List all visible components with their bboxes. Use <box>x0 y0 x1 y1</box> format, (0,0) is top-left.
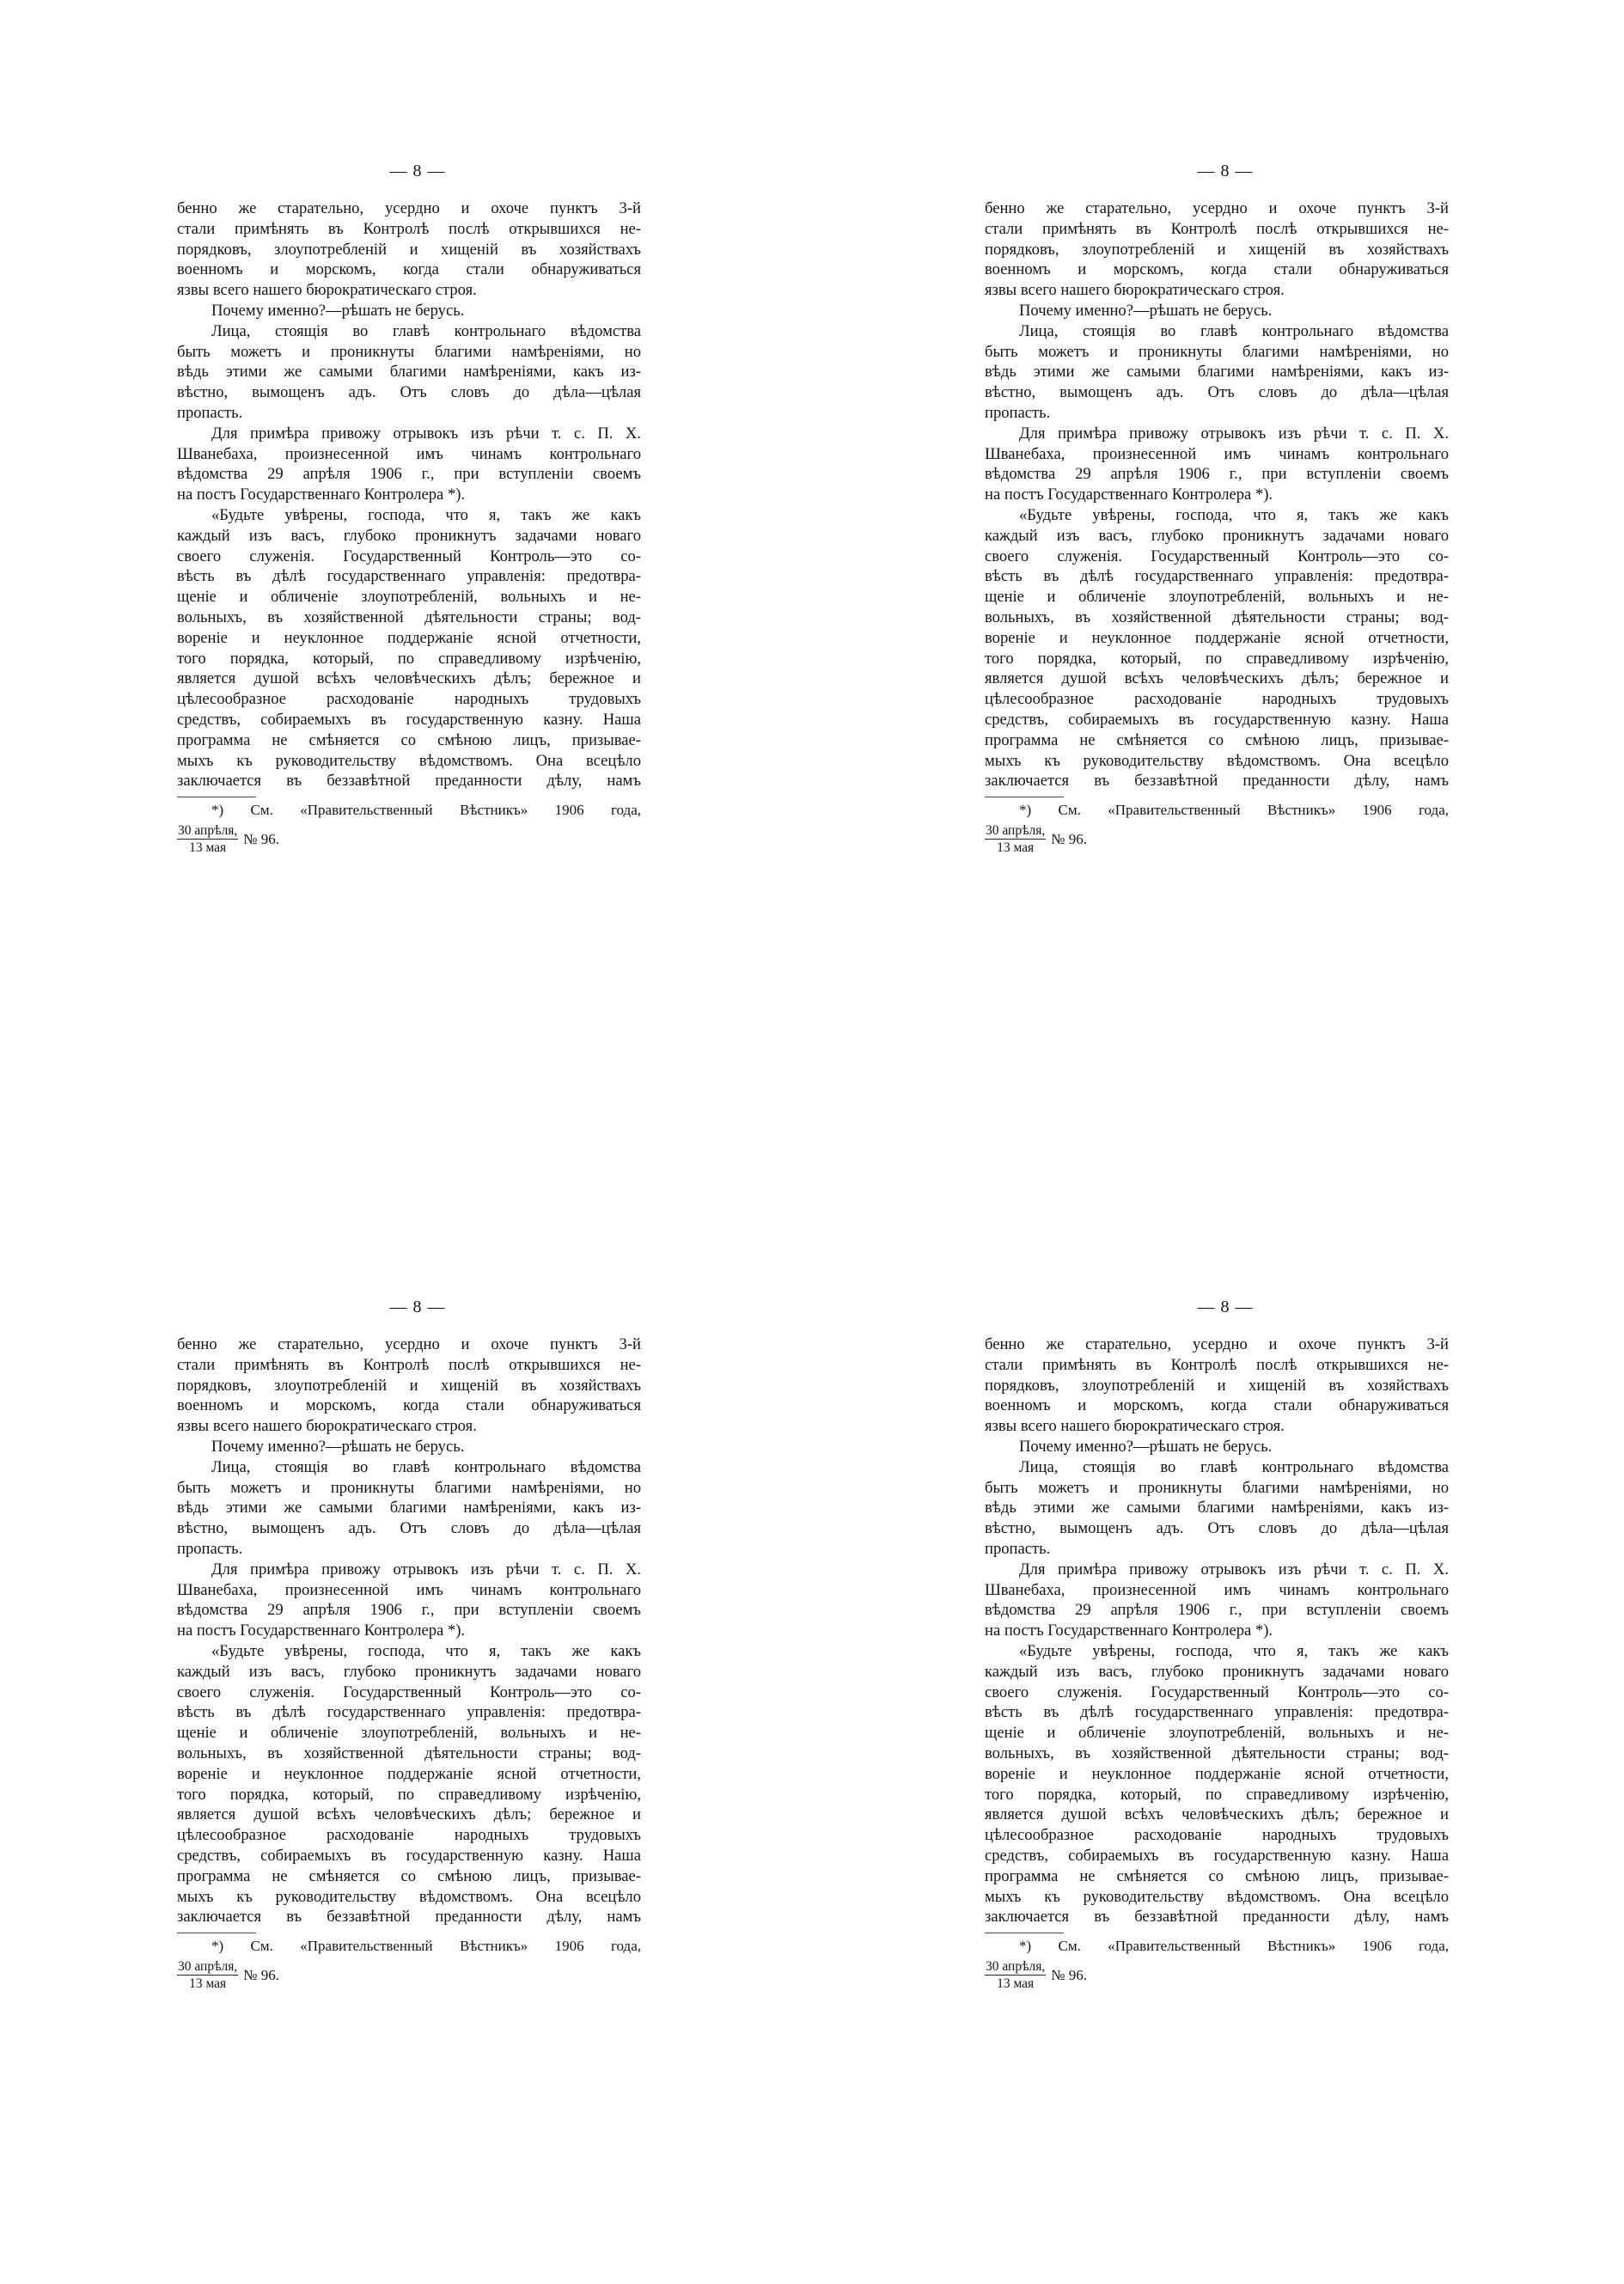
text-line: вѣстно, вымощенъ адъ. Отъ словъ до дѣла—цѣлая <box>177 1519 641 1538</box>
text-line: щеніе и обличеніе злоупотребленій, вольныхъ и не- <box>177 588 641 607</box>
footnote <box>177 801 641 858</box>
footnote <box>985 801 1449 858</box>
text-line: вѣдомства 29 апрѣля 1906 г., при вступленіи своемъ <box>985 1601 1449 1620</box>
text-line: военномъ и морскомъ, когда стали обнаруживаться <box>985 1396 1449 1415</box>
text-line: Шванебаха, произнесенной имъ чинамъ контрольнаго <box>177 444 641 463</box>
text-line: на постъ Государственнаго Контролера *). <box>985 486 1273 504</box>
text-line: каждый изъ васъ, глубоко проникнутъ задачами новаго <box>177 1662 641 1681</box>
text-line: вѣдомства 29 апрѣля 1906 г., при вступленіи своемъ <box>985 465 1449 484</box>
text-line: бенно же старательно, усердно и охоче пунктъ 3-й <box>177 199 641 217</box>
text-line: мыхъ къ руководительству вѣдомствомъ. Она всецѣло <box>985 751 1449 770</box>
text-line: вѣстно, вымощенъ адъ. Отъ словъ до дѣла—цѣлая <box>985 383 1449 402</box>
text-line: бенно же старательно, усердно и охоче пунктъ 3-й <box>985 1335 1449 1353</box>
footnote-citation: *) См. «Правительственный Вѣстникъ» 1906 года, <box>1019 1938 1449 1955</box>
text-line: стали примѣнять въ Контролѣ послѣ открывшихся не- <box>177 1355 641 1374</box>
footnote-citation: *) См. «Правительственный Вѣстникъ» 1906 года, <box>211 802 641 819</box>
text-line: цѣлесообразное расходованіе народныхъ трудовыхъ <box>177 1826 641 1845</box>
text-line: вореніе и неуклонное поддержаніе ясной отчетности, <box>177 628 641 647</box>
text-line: программа не смѣняется со смѣною лицъ, призывае- <box>177 730 641 749</box>
footnote-date-old-style: 30 апрѣля, <box>986 1958 1046 1974</box>
footnote-date-old-style: 30 апрѣля, <box>986 822 1046 838</box>
footnote-citation: *) См. «Правительственный Вѣстникъ» 1906 года, <box>211 1938 641 1955</box>
text-line: «Будьте увѣрены, господа, что я, такъ же какъ <box>1019 505 1449 524</box>
text-line: быть можетъ и проникнуты благими намѣреніями, но <box>177 342 641 361</box>
text-line: мыхъ къ руководительству вѣдомствомъ. Она всецѣло <box>985 1887 1449 1906</box>
text-line: вѣдь этими же самыми благими намѣреніями, какъ из- <box>177 1499 641 1518</box>
text-line: вѣстно, вымощенъ адъ. Отъ словъ до дѣла—цѣлая <box>177 383 641 402</box>
page-number: — 8 — <box>389 1298 446 1316</box>
text-line: вольныхъ, въ хозяйственной дѣятельности страны; вод- <box>985 608 1449 626</box>
footnote-issue-number: № 96. <box>243 1966 279 1983</box>
text-line: стали примѣнять въ Контролѣ послѣ открывшихся не- <box>985 1355 1449 1374</box>
footnote-date-line <box>985 820 1449 858</box>
text-line: вѣдомства 29 апрѣля 1906 г., при вступленіи своемъ <box>177 465 641 484</box>
text-line: того порядка, который, по справедливому изрѣченію, <box>985 649 1449 668</box>
text-line: вольныхъ, въ хозяйственной дѣятельности страны; вод- <box>177 1744 641 1762</box>
text-line: Для примѣра привожу отрывокъ изъ рѣчи т. с. П. Х. <box>1019 1560 1449 1579</box>
footnote-issue-number: № 96. <box>1051 1966 1087 1983</box>
text-line: заключается въ беззавѣтной преданности дѣлу, намъ <box>177 1908 641 1927</box>
text-line: бенно же старательно, усердно и охоче пунктъ 3-й <box>177 1335 641 1353</box>
footnote-citation: *) См. «Правительственный Вѣстникъ» 1906 года, <box>1019 802 1449 819</box>
text-line: порядковъ, злоупотребленій и хищеній въ хозяйствахъ <box>177 240 641 259</box>
text-line: быть можетъ и проникнуты благими намѣреніями, но <box>177 1478 641 1497</box>
text-line: заключается въ беззавѣтной преданности дѣлу, намъ <box>985 772 1449 791</box>
text-line: пропасть. <box>985 1539 1051 1558</box>
text-line: каждый изъ васъ, глубоко проникнутъ задачами новаго <box>177 526 641 545</box>
text-line: Для примѣра привожу отрывокъ изъ рѣчи т. с. П. Х. <box>1019 424 1449 443</box>
text-line: Шванебаха, произнесенной имъ чинамъ контрольнаго <box>985 1580 1449 1599</box>
text-line: вольныхъ, въ хозяйственной дѣятельности страны; вод- <box>985 1744 1449 1762</box>
page-copy-top-left <box>177 160 641 858</box>
footnote-date-fraction <box>985 822 1046 856</box>
footnote-date-old-style: 30 апрѣля, <box>178 822 238 838</box>
text-line: «Будьте увѣрены, господа, что я, такъ же какъ <box>211 505 641 524</box>
text-line: Почему именно?—рѣшать не берусь. <box>1019 301 1273 320</box>
text-line: пропасть. <box>177 1539 243 1558</box>
footnote-issue-number: № 96. <box>1051 830 1087 847</box>
text-line: на постъ Государственнаго Контролера *). <box>177 1621 466 1640</box>
text-line: Лица, стоящія во главѣ контрольнаго вѣдомства <box>211 321 641 340</box>
text-line: язвы всего нашего бюрократическаго строя. <box>177 1417 477 1436</box>
text-line: на постъ Государственнаго Контролера *). <box>985 1621 1273 1640</box>
text-line: вольныхъ, въ хозяйственной дѣятельности страны; вод- <box>177 608 641 626</box>
text-line: того порядка, который, по справедливому изрѣченію, <box>985 1785 1449 1804</box>
text-line: Лица, стоящія во главѣ контрольнаго вѣдомства <box>211 1457 641 1476</box>
text-line: вѣдь этими же самыми благими намѣреніями, какъ из- <box>985 363 1449 382</box>
text-line: Лица, стоящія во главѣ контрольнаго вѣдомства <box>1019 1457 1449 1476</box>
footnote <box>985 1937 1449 1994</box>
footnote-date-fraction <box>177 1958 238 1992</box>
footnote-date-old-style: 30 апрѣля, <box>178 1958 238 1974</box>
text-line: быть можетъ и проникнуты благими намѣреніями, но <box>985 1478 1449 1497</box>
text-line: порядковъ, злоупотребленій и хищеній въ хозяйствахъ <box>985 1376 1449 1395</box>
text-line: своего служенія. Государственный Контроль—это со- <box>985 547 1449 565</box>
text-line: является душой всѣхъ человѣческихъ дѣлъ; бережное и <box>177 1805 641 1824</box>
text-line: Шванебаха, произнесенной имъ чинамъ контрольнаго <box>177 1580 641 1599</box>
text-line: военномъ и морскомъ, когда стали обнаруживаться <box>985 260 1449 279</box>
text-line: на постъ Государственнаго Контролера *). <box>177 486 466 504</box>
text-line: Для примѣра привожу отрывокъ изъ рѣчи т. с. П. Х. <box>211 424 641 443</box>
text-line: мыхъ къ руководительству вѣдомствомъ. Она всецѣло <box>177 1887 641 1906</box>
text-line: средствъ, собираемыхъ въ государственную казну. Наша <box>985 710 1449 729</box>
footnote-date-fraction <box>177 822 238 856</box>
text-line: вѣдомства 29 апрѣля 1906 г., при вступленіи своемъ <box>177 1601 641 1620</box>
text-line: щеніе и обличеніе злоупотребленій, вольныхъ и не- <box>985 588 1449 607</box>
text-line: вѣсть въ дѣлѣ государственнаго управленія: предотвра- <box>177 1703 641 1722</box>
text-line: вѣдь этими же самыми благими намѣреніями, какъ из- <box>985 1499 1449 1518</box>
body-text <box>985 198 1449 791</box>
text-line: порядковъ, злоупотребленій и хищеній въ хозяйствахъ <box>985 240 1449 259</box>
text-line: цѣлесообразное расходованіе народныхъ трудовыхъ <box>985 1826 1449 1845</box>
footnote-date-fraction <box>985 1958 1046 1992</box>
text-line: вѣсть въ дѣлѣ государственнаго управленія: предотвра- <box>985 1703 1449 1722</box>
page-number: — 8 — <box>1197 162 1254 180</box>
footnote-date-line <box>177 820 641 858</box>
text-line: каждый изъ васъ, глубоко проникнутъ задачами новаго <box>985 1662 1449 1681</box>
text-line: вѣдь этими же самыми благими намѣреніями, какъ из- <box>177 363 641 382</box>
text-line: вореніе и неуклонное поддержаніе ясной отчетности, <box>177 1764 641 1783</box>
text-line: Почему именно?—рѣшать не берусь. <box>1019 1437 1273 1456</box>
text-line: стали примѣнять въ Контролѣ послѣ открывшихся не- <box>177 219 641 238</box>
text-line: программа не смѣняется со смѣною лицъ, призывае- <box>985 730 1449 749</box>
text-line: того порядка, который, по справедливому изрѣченію, <box>177 649 641 668</box>
text-line: программа не смѣняется со смѣною лицъ, призывае- <box>177 1866 641 1885</box>
page-copy-bottom-left <box>177 1296 641 1994</box>
text-line: щеніе и обличеніе злоупотребленій, вольныхъ и не- <box>985 1724 1449 1743</box>
page-copy-bottom-right <box>985 1296 1449 1994</box>
footnote-date-line <box>177 1956 641 1994</box>
text-line: каждый изъ васъ, глубоко проникнутъ задачами новаго <box>985 526 1449 545</box>
body-text <box>177 1334 641 1927</box>
text-line: «Будьте увѣрены, господа, что я, такъ же какъ <box>1019 1641 1449 1660</box>
text-line: военномъ и морскомъ, когда стали обнаруживаться <box>177 1396 641 1415</box>
text-line: военномъ и морскомъ, когда стали обнаруживаться <box>177 260 641 279</box>
text-line: заключается въ беззавѣтной преданности дѣлу, намъ <box>985 1908 1449 1927</box>
text-line: своего служенія. Государственный Контроль—это со- <box>177 547 641 565</box>
text-line: программа не смѣняется со смѣною лицъ, призывае- <box>985 1866 1449 1885</box>
text-line: цѣлесообразное расходованіе народныхъ трудовыхъ <box>177 690 641 709</box>
text-line: заключается въ беззавѣтной преданности дѣлу, намъ <box>177 772 641 791</box>
page-number: — 8 — <box>389 162 446 180</box>
text-line: мыхъ къ руководительству вѣдомствомъ. Она всецѣло <box>177 751 641 770</box>
text-line: язвы всего нашего бюрократическаго строя. <box>985 1417 1285 1436</box>
footnote <box>177 1937 641 1994</box>
text-line: пропасть. <box>985 403 1051 422</box>
page-number: — 8 — <box>1197 1298 1254 1316</box>
text-line: порядковъ, злоупотребленій и хищеній въ хозяйствахъ <box>177 1376 641 1395</box>
text-line: средствъ, собираемыхъ въ государственную казну. Наша <box>985 1846 1449 1865</box>
text-line: является душой всѣхъ человѣческихъ дѣлъ; бережное и <box>177 669 641 688</box>
footnote-date-new-style: 13 мая <box>189 1976 227 1991</box>
footnote-date-new-style: 13 мая <box>997 840 1035 855</box>
text-line: Почему именно?—рѣшать не берусь. <box>211 301 465 320</box>
text-line: Почему именно?—рѣшать не берусь. <box>211 1437 465 1456</box>
text-line: бенно же старательно, усердно и охоче пунктъ 3-й <box>985 199 1449 217</box>
text-line: Для примѣра привожу отрывокъ изъ рѣчи т. с. П. Х. <box>211 1560 641 1579</box>
text-line: быть можетъ и проникнуты благими намѣреніями, но <box>985 342 1449 361</box>
text-line: Шванебаха, произнесенной имъ чинамъ контрольнаго <box>985 444 1449 463</box>
text-line: язвы всего нашего бюрократическаго строя. <box>985 281 1285 300</box>
text-line: является душой всѣхъ человѣческихъ дѣлъ; бережное и <box>985 1805 1449 1824</box>
text-line: язвы всего нашего бюрократическаго строя. <box>177 281 477 300</box>
text-line: средствъ, собираемыхъ въ государственную казну. Наша <box>177 710 641 729</box>
text-line: своего служенія. Государственный Контроль—это со- <box>985 1682 1449 1701</box>
text-line: Лица, стоящія во главѣ контрольнаго вѣдомства <box>1019 321 1449 340</box>
text-line: того порядка, который, по справедливому изрѣченію, <box>177 1785 641 1804</box>
text-line: «Будьте увѣрены, господа, что я, такъ же какъ <box>211 1641 641 1660</box>
text-line: вѣсть въ дѣлѣ государственнаго управленія: предотвра- <box>985 567 1449 586</box>
footnote-issue-number: № 96. <box>243 830 279 847</box>
text-line: вореніе и неуклонное поддержаніе ясной отчетности, <box>985 1764 1449 1783</box>
text-line: вѣстно, вымощенъ адъ. Отъ словъ до дѣла—цѣлая <box>985 1519 1449 1538</box>
text-line: является душой всѣхъ человѣческихъ дѣлъ; бережное и <box>985 669 1449 688</box>
text-line: стали примѣнять въ Контролѣ послѣ открывшихся не- <box>985 219 1449 238</box>
text-line: средствъ, собираемыхъ въ государственную казну. Наша <box>177 1846 641 1865</box>
body-text <box>985 1334 1449 1927</box>
text-line: цѣлесообразное расходованіе народныхъ трудовыхъ <box>985 690 1449 709</box>
footnote-date-new-style: 13 мая <box>997 1976 1035 1991</box>
text-line: щеніе и обличеніе злоупотребленій, вольныхъ и не- <box>177 1724 641 1743</box>
footnote-date-new-style: 13 мая <box>189 840 227 855</box>
text-line: своего служенія. Государственный Контроль—это со- <box>177 1682 641 1701</box>
text-line: вореніе и неуклонное поддержаніе ясной отчетности, <box>985 628 1449 647</box>
text-line: вѣсть въ дѣлѣ государственнаго управленія: предотвра- <box>177 567 641 586</box>
text-line: пропасть. <box>177 403 243 422</box>
page-copy-top-right <box>985 160 1449 858</box>
body-text <box>177 198 641 791</box>
footnote-date-line <box>985 1956 1449 1994</box>
